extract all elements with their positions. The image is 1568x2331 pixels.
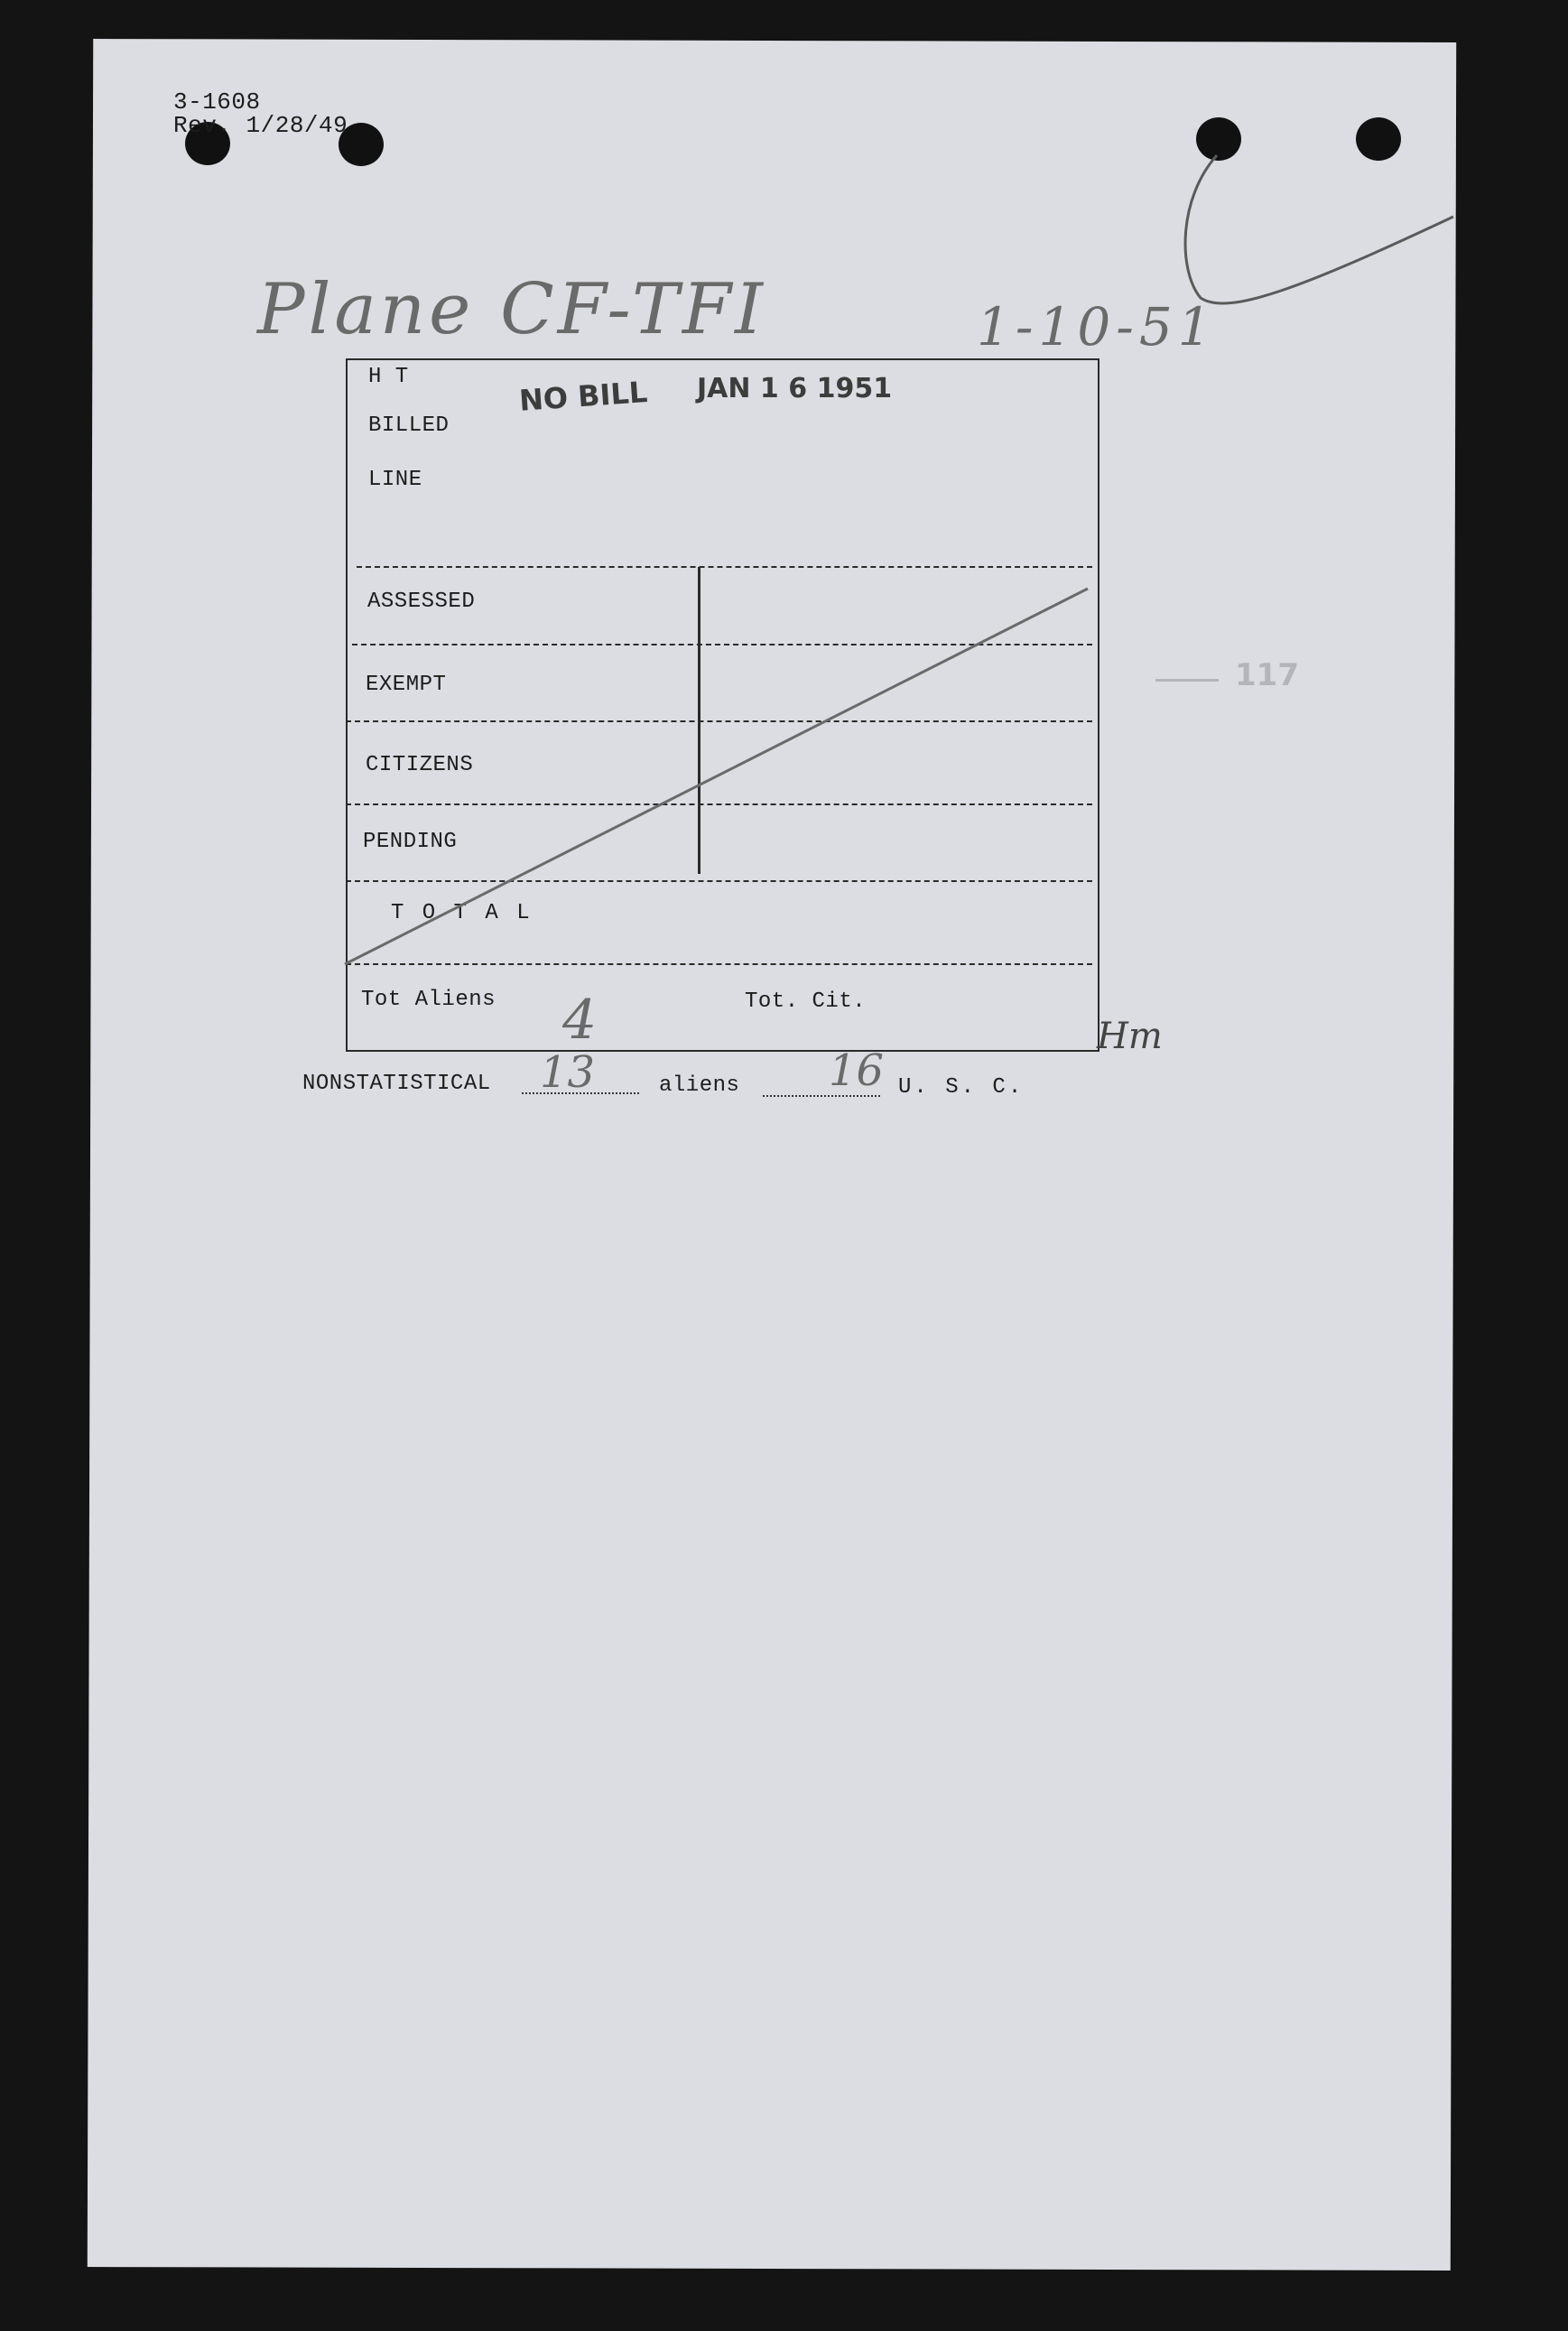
line-label: LINE — [368, 468, 422, 492]
nonstatistical-label: NONSTATISTICAL — [302, 1072, 491, 1096]
handwritten-date: 1-10-51 — [977, 296, 1217, 358]
row-label-citizens: CITIZENS — [366, 753, 474, 777]
initials: Hm — [1097, 1016, 1163, 1057]
tot-aliens-value: 4 — [562, 989, 598, 1052]
nonstat-aliens-label: aliens — [659, 1073, 740, 1098]
nonstat-usc-label: U. S. C. — [898, 1075, 1025, 1100]
form-number: 3-1608 — [173, 88, 261, 116]
row-label-assessed: ASSESSED — [367, 590, 476, 614]
billed-label: BILLED — [368, 413, 450, 438]
tot-cit-label: Tot. Cit. — [745, 989, 867, 1014]
nonstat-usc-value: 16 — [829, 1045, 885, 1096]
no-bill-stamp: NO BILL — [517, 375, 649, 418]
ht-label: H T — [368, 365, 409, 389]
page-number-stamp: 117 — [1235, 657, 1299, 693]
tot-aliens-label: Tot Aliens — [361, 988, 496, 1012]
form-revision: Rev. 1/28/49 — [173, 112, 348, 139]
handwritten-plane-id: Plane CF-TFI — [257, 269, 766, 350]
nonstat-aliens-value: 13 — [540, 1047, 596, 1098]
total-label: T O T A L — [391, 901, 533, 925]
row-label-exempt: EXEMPT — [366, 673, 447, 697]
received-date-stamp: JAN 1 6 1951 — [697, 373, 893, 404]
row-label-pending: PENDING — [363, 830, 458, 854]
